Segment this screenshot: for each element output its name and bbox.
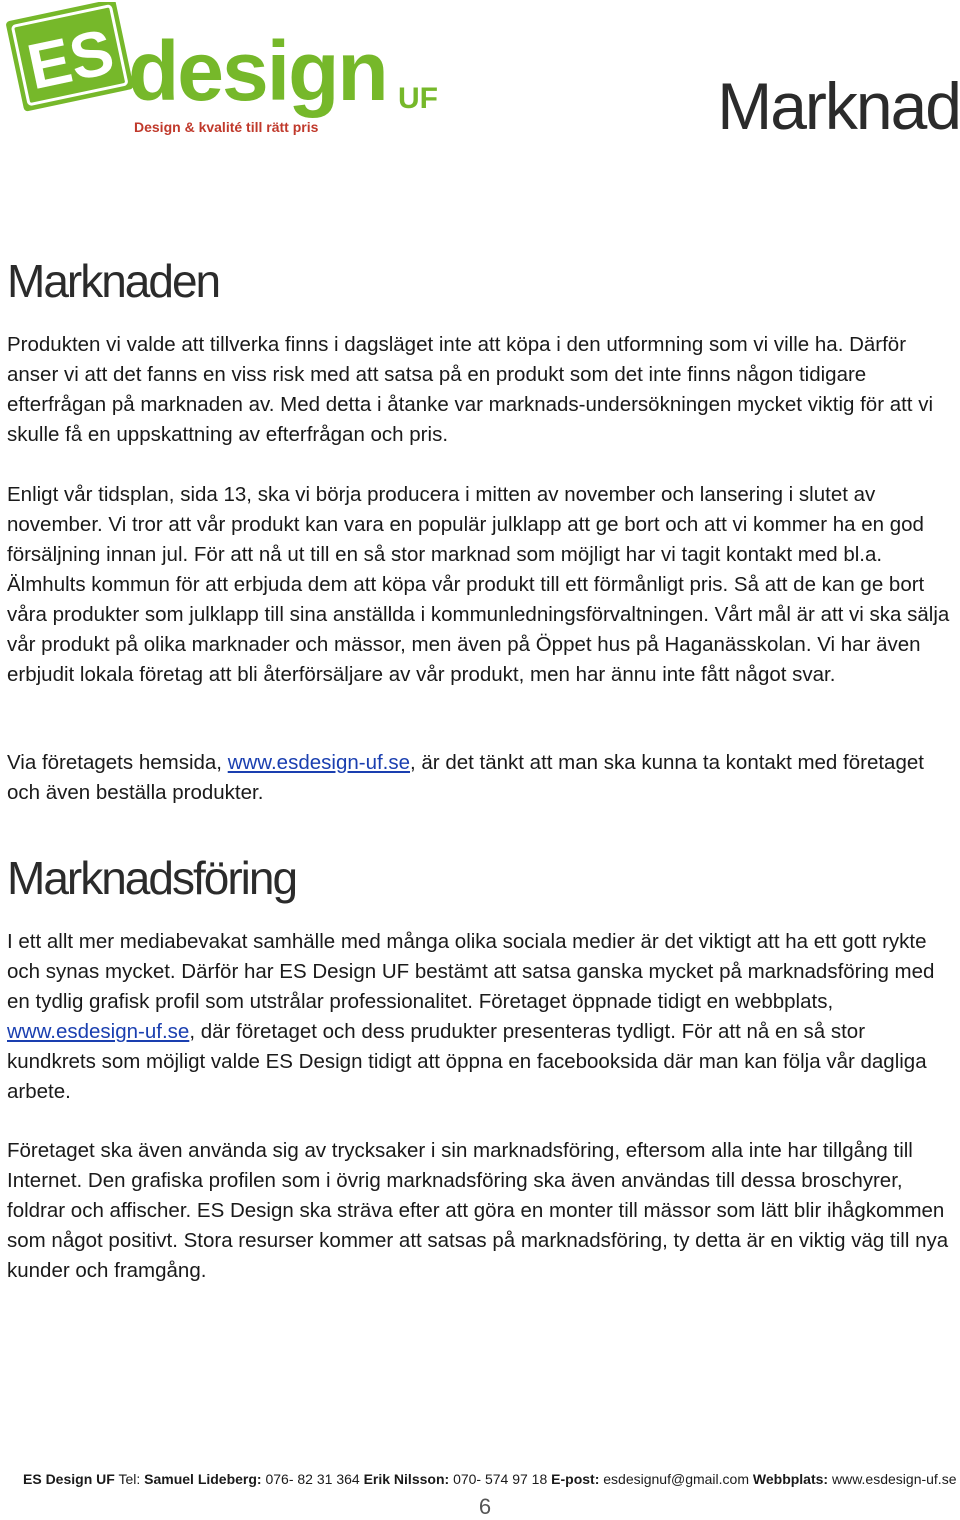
svg-text:Design & kvalité till rätt pri: Design & kvalité till rätt pris: [134, 119, 319, 135]
footer-person1-name: Samuel Lideberg:: [144, 1471, 262, 1487]
footer-web[interactable]: www.esdesign-uf.se: [831, 1471, 957, 1487]
svg-text:ES: ES: [21, 15, 120, 104]
paragraph: Företaget ska även använda sig av trycksaker i sin marknadsföring, eftersom alla inte har tillgång till Internet. Den grafiska profilen som i övrig marknadsföring ska även användas till dessa broschyrer, foldrar och affischer. ES Design ska sträva efter att göra en monter till mässor som lätt blir ihågkommen som något positivt. Stora resurser kommer att satsas på marknadsföring, ty detta är en viktig väg till nya kunder och framgång.: [7, 1139, 949, 1282]
footer-person1-phone: 076- 82 31 364: [265, 1471, 360, 1487]
website-link[interactable]: www.esdesign-uf.se: [7, 1020, 190, 1043]
paragraph: Produkten vi valde att tillverka finns i dagsläget inte att köpa i den utformning som vi ville ha. Därför anser vi att det fanns en viss risk med att satsa på en produkt som det inte finns någon tidigare efterfrågan på marknaden av. Med detta i åtanke var marknads-undersökningen mycket viktig för att vi skulle få en uppskattning av efterfrågan och pris.: [7, 333, 934, 446]
paragraph: [7, 927, 957, 1107]
paragraph: Enligt vår tidsplan, sida 13, ska vi börja producera i mitten av november och lansering i slutet av november. Vi tror att vår produkt kan vara en populär julklapp att ge bort och att vi kommer ha en god försäljning innan jul. För att nå ut till en så stor marknad som möjligt har vi tagit kontakt med bl.a. Älmhults kommun för att erbjuda dem att köpa vår produkt till ett förmånligt pris. Så att de kan ge bort våra produkter som julklapp till sina anställda i kommunledningsförvaltningen. Vårt mål är att vi ska sälja vår produkt på olika marknader och mässor, men även på Öppet hus på Haganässkolan. Vi har även erbjudit lokala företag att bli återförsäljare av vår produkt, men har ännu inte fått något svar.: [7, 483, 950, 686]
section-heading-marknadsforing: Marknadsföring: [7, 852, 297, 904]
website-link[interactable]: www.esdesign-uf.se: [227, 751, 411, 774]
page-number: 6: [478, 1494, 492, 1519]
footer-tel-label: Tel:: [118, 1471, 141, 1487]
paragraph: [7, 748, 957, 808]
paragraph-text: , där företaget och dess prudukter presenteras tydligt. För att nå en så stor kundkrets som möjligt valde ES Design tidigt att öppna en facebooksida där man kan följa vår dagliga arbete.: [7, 1020, 927, 1103]
footer-email-label: E-post:: [551, 1471, 600, 1487]
paragraph-text: , är det tänkt att man ska kunna ta kontakt med företaget och även beställa produkter.: [7, 751, 924, 804]
page-header-title: Marknad: [717, 69, 960, 143]
footer-person2-phone: 070- 574 97 18: [453, 1471, 548, 1487]
company-logo: [6, 2, 446, 137]
footer-web-label: Webbplats:: [752, 1471, 829, 1487]
svg-text:UF: UF: [398, 82, 438, 115]
svg-text:design: design: [128, 24, 387, 118]
footer-company: ES Design UF: [23, 1471, 115, 1487]
paragraph-text: I ett allt mer mediabevakat samhälle med många olika sociala medier är det viktigt att ha ett gott rykte och synas mycket. Därför har ES Design UF bestämt att satsa ganska mycket på marknadsföring med en tydlig grafisk profil som utstrålar professionalitet. Företaget öppnade tidigt en webbplats,: [7, 930, 935, 1013]
footer-contact: [23, 1471, 957, 1487]
footer-person2-name: Erik Nilsson:: [363, 1471, 450, 1487]
footer-email[interactable]: esdesignuf@gmail.com: [603, 1471, 749, 1487]
section-heading-marknaden: Marknaden: [7, 255, 220, 307]
paragraph-text: Via företagets hemsida,: [7, 751, 228, 774]
